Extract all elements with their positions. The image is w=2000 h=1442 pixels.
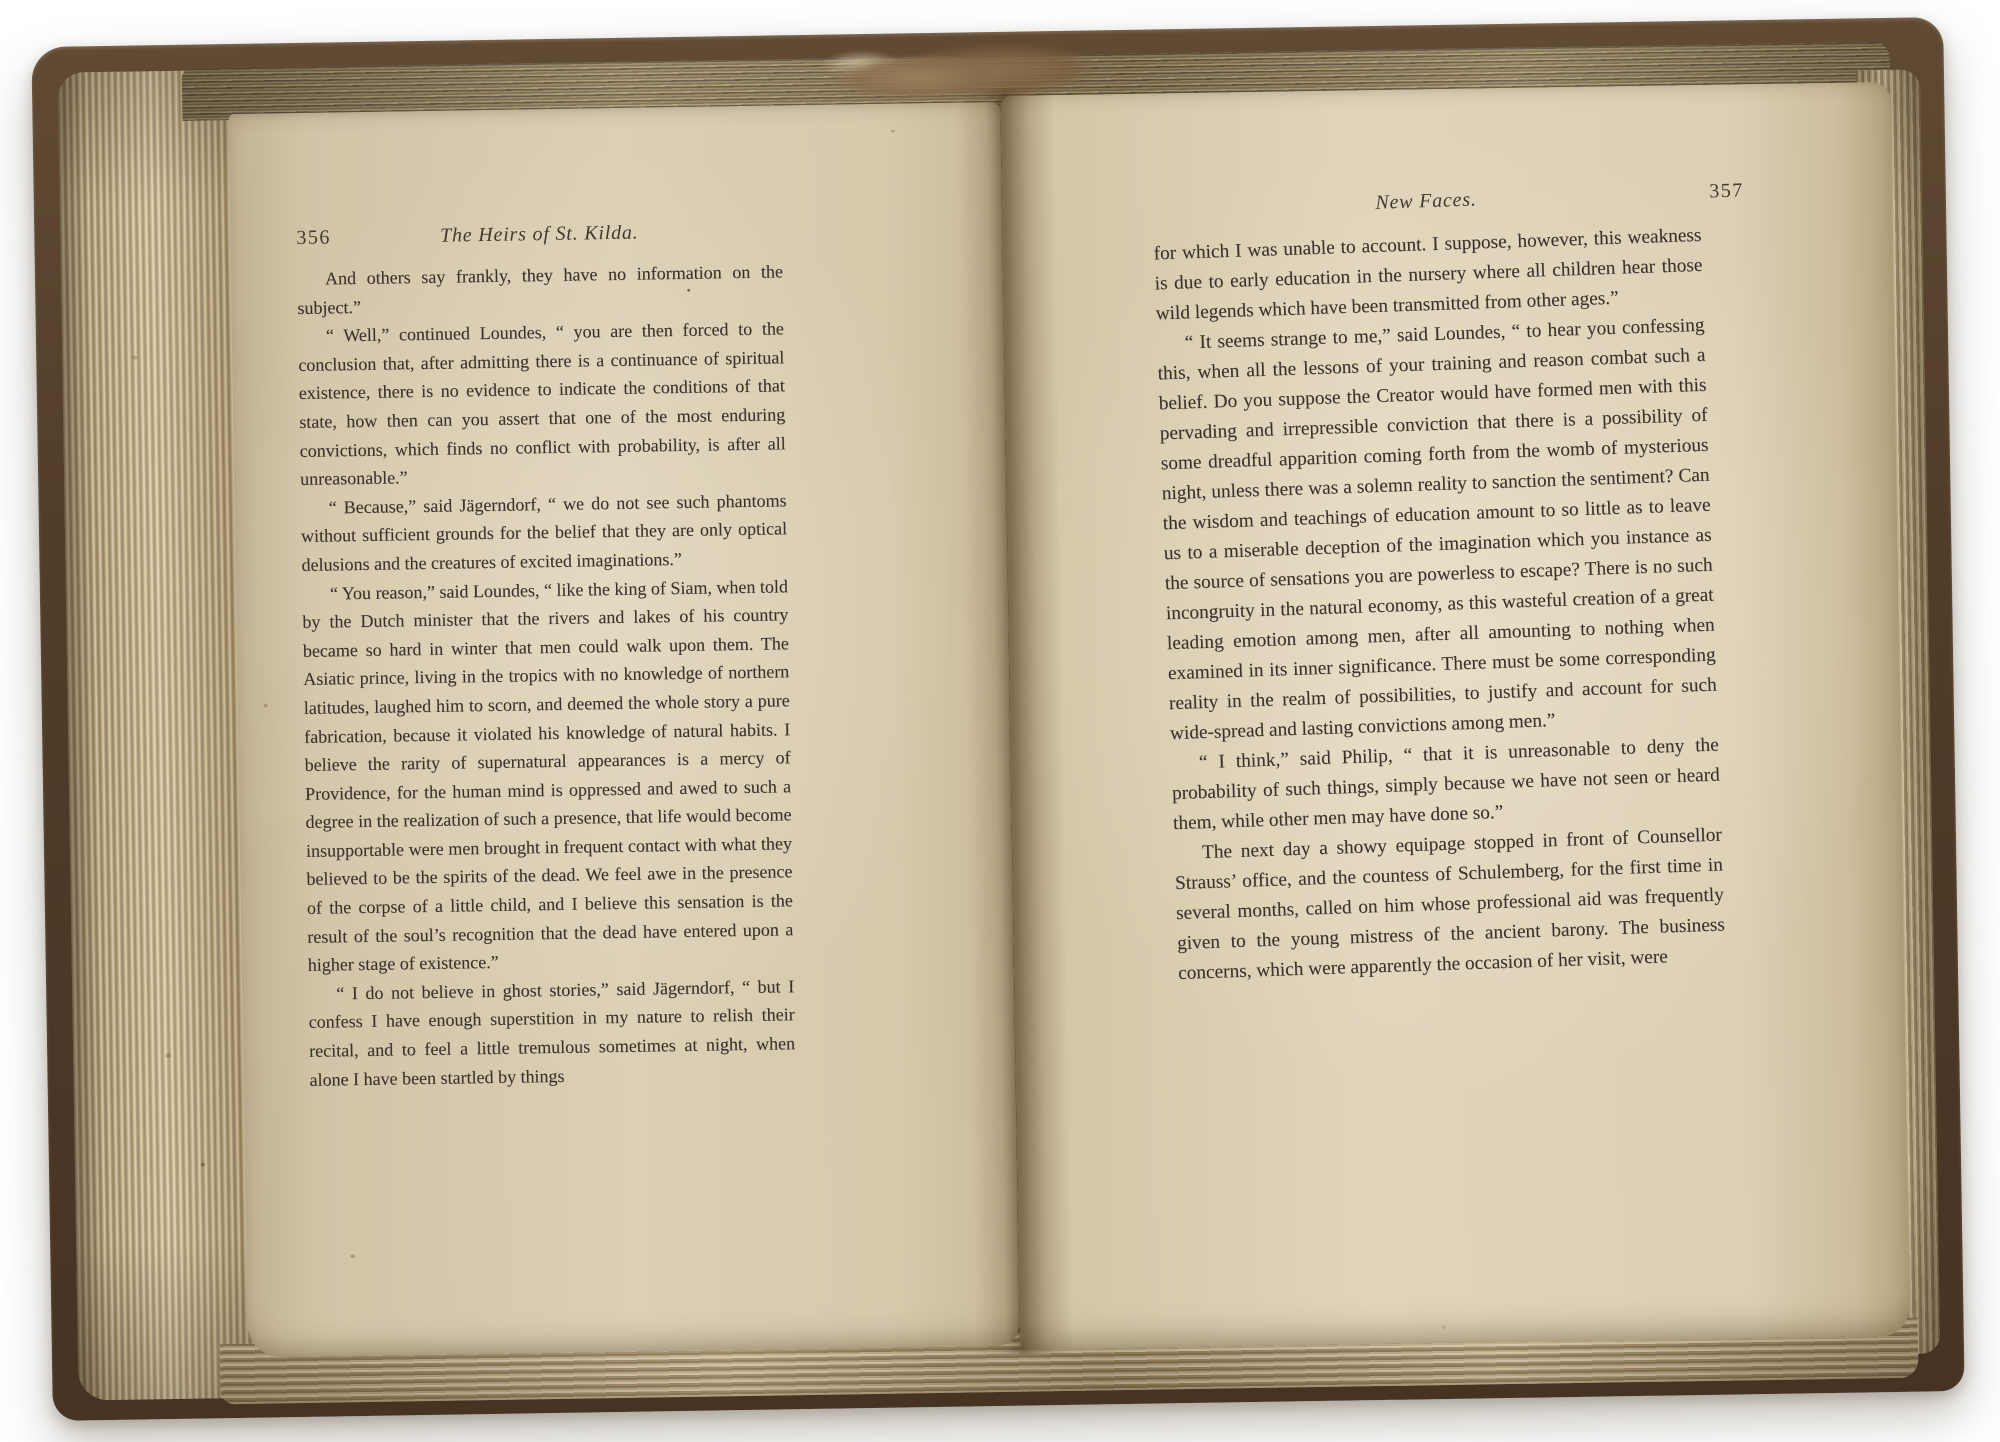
paragraph: The next day a showy equipage stopped in front of Counsellor Strauss’ office, and the countess of Schulemberg, for the first time in several months, called on him whose professional aid was frequently given to the young mistress of the ancient barony. The business concerns, which were apparently the occasion of her visit, were <box>1174 824 1726 985</box>
paragraph: And others say frankly, they have no information on the subject.” <box>297 261 784 318</box>
right-page-number: 357 <box>1708 179 1745 203</box>
right-page-content <box>1148 75 1745 989</box>
left-running-title: The Heirs of St. Kilda. <box>439 221 639 247</box>
paragraph: for which I was unable to account. I suppose, however, this weakness is due to early education in the nursery where all children hear those wild legends which have been transmitted from other ages.” <box>1153 224 1703 325</box>
left-page-text <box>297 257 796 1094</box>
paragraph: “ Because,” said Jägerndorf, “ we do not see such phantoms without sufficient grounds for the belief that they are only optical delusions and the creatures of excited imaginations.” <box>300 490 788 575</box>
right-page <box>1000 82 1910 1350</box>
left-page <box>228 102 1019 1358</box>
left-page-number: 356 <box>296 226 332 249</box>
paragraph: “ Well,” continued Loundes, “ you are then forced to the conclusion that, after admitting there is a continuance of spiritual existence, there is no evidence to indicate the conditions of that state, how then can you assert that one of the most enduring convictions, which finds no conflict with probability, is after all unreasonable.” <box>298 318 786 490</box>
paragraph: “ I do not believe in ghost stories,” said Jägerndorf, “ but I confess I have enough superstition in my nature to relish their recital, and to feel a little tremulous sometimes at night, when alone I have been startled by things <box>308 976 796 1090</box>
right-running-title: New Faces. <box>1375 188 1478 214</box>
book <box>31 17 1964 1421</box>
paragraph: “ You reason,” said Loundes, “ like the king of Siam, when told by the Dutch minister that the rivers and lakes of his country became so hard in winter that men could walk upon them. The Asiatic prince, living in the tropics with no knowledge of northern latitudes, laughed him to scorn, and deemed the whole story a pure fabrication, because it violated his knowledge of natural habits. I believe the rarity of supernatural appearances is a mercy of Providence, for the human mind is oppressed and awed to such a degree in the realization of such a presence, that life would become insupportable were men brought in frequent contact with what they believed to be the spirits of the dead. We feel awe in the presence of the corpse of a little child, and I believe this sensation is the result of the soul’s recognition that the dead have entered upon a higher stage of existence.” <box>302 575 794 976</box>
paragraph: “ It seems strange to me,” said Loundes, “ to hear you confessing this, when all the lessons of your training and reason combat such a belief. Do you suppose the Creator would have formed men with this pervading and irrepressible conviction that there is a possibility of some dreadful apparition coming forth from the womb of mysterious night, unless there was a solemn reality to sanction the sentiment? Can the wisdom and teachings of education amount to so little as to leave us to a miserable deception of the imagination which you instance as the source of sensations you are powerless to escape? There is no such incongruity in the natural economy, as this wasteful creation of a great leading emotion among men, after all amounting to nothing when examined in its inner significance. There must be some corresponding reality in the realm of possibilities, to justify and account for such wide-spread and lasting convictions among men.” <box>1157 314 1718 745</box>
right-page-header <box>1152 179 1745 228</box>
worn-headband <box>809 36 1096 120</box>
right-page-text <box>1153 221 1726 989</box>
left-page-content <box>294 105 795 1094</box>
left-page-header <box>296 219 782 255</box>
paragraph: “ I think,” said Philip, “ that it is unreasonable to deny the probability of such things, simply because we have not seen or heard them, while other men may have done so.” <box>1171 734 1721 835</box>
